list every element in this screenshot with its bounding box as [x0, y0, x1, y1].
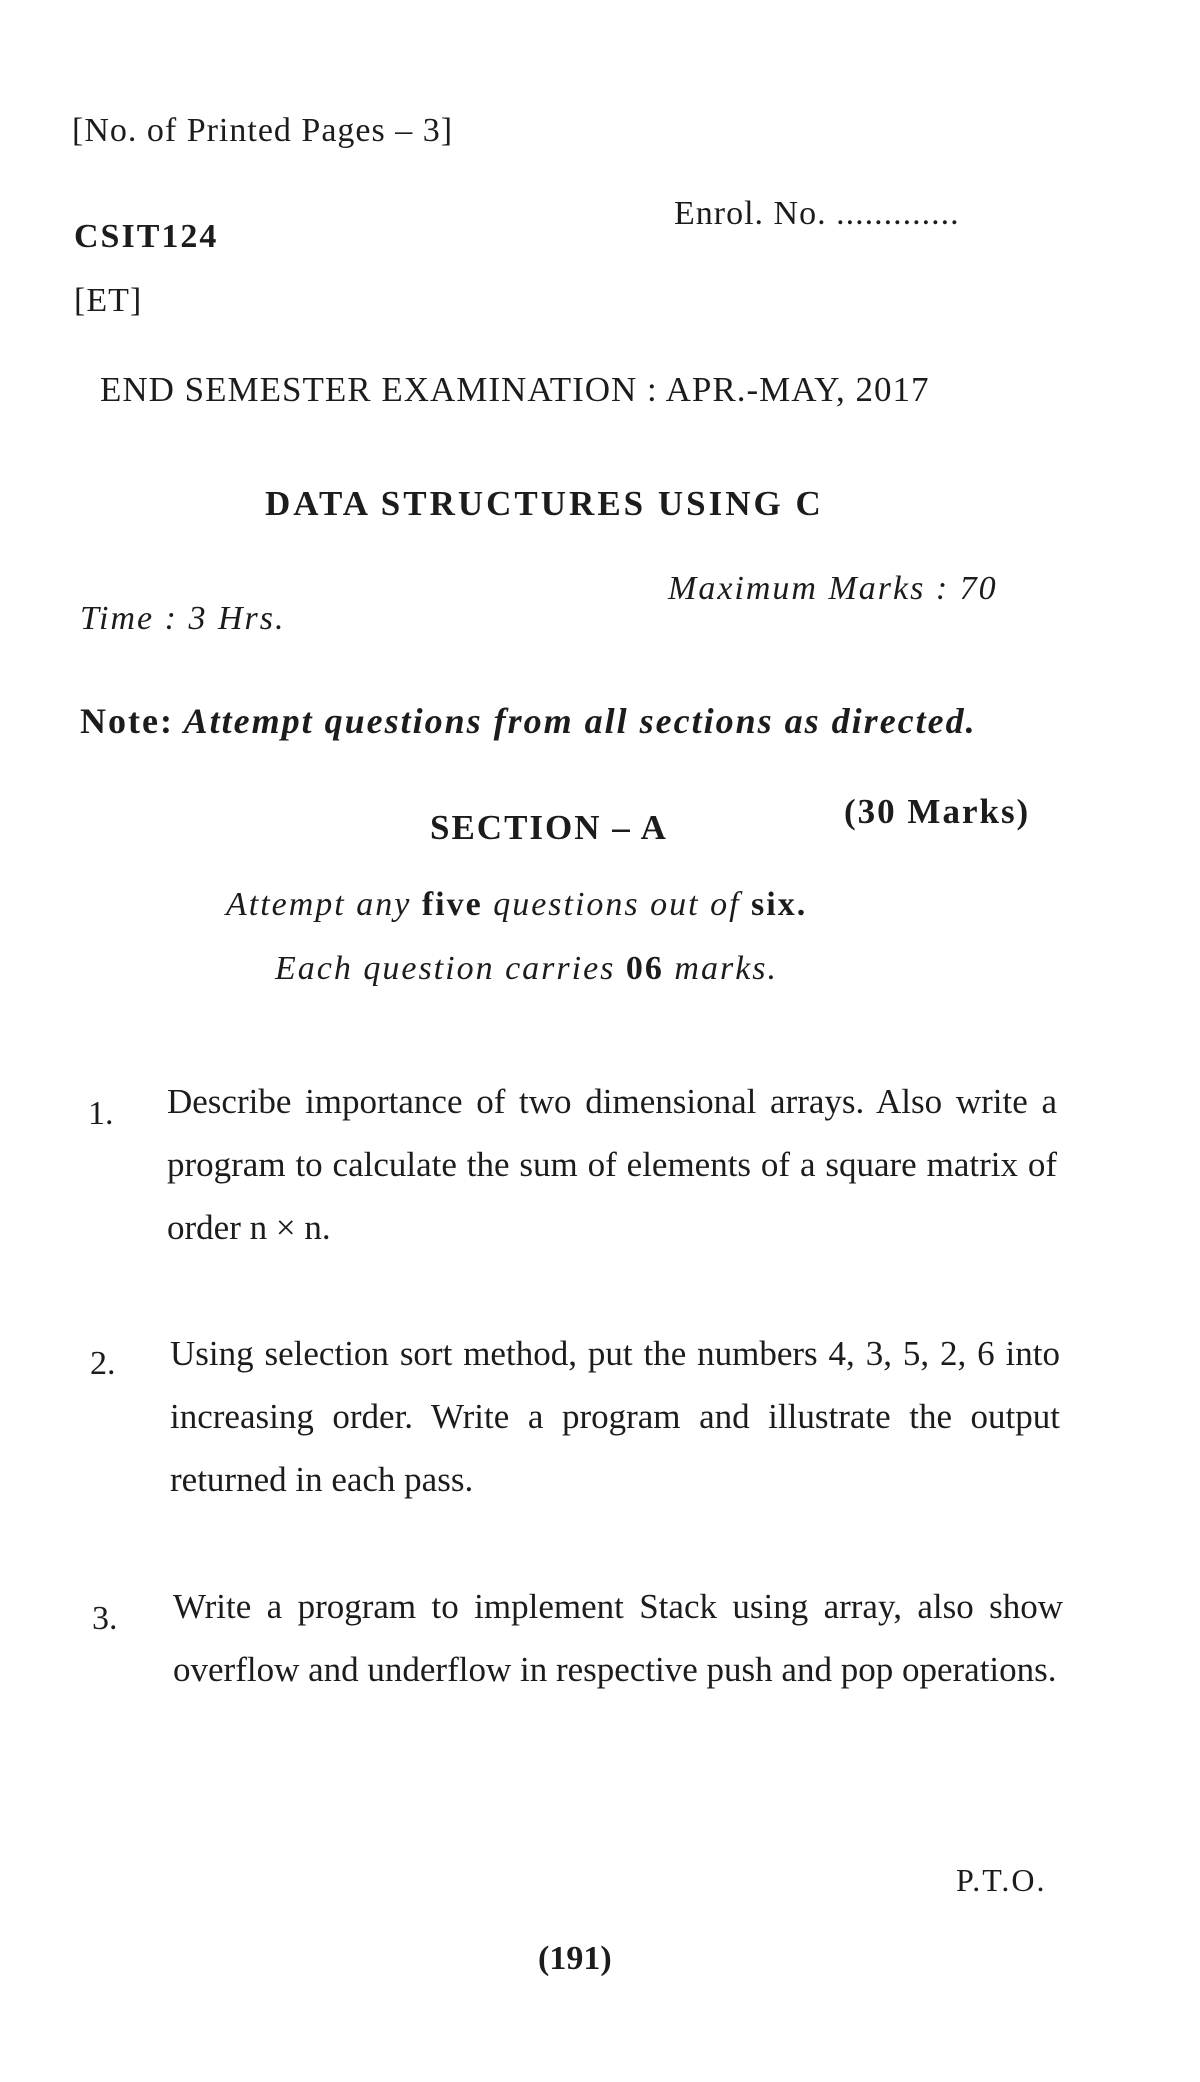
note-label: Note:: [80, 701, 174, 741]
instruction-bold: five: [421, 886, 483, 923]
section-a-instruction-2: [275, 950, 778, 988]
page-number: (191): [538, 1940, 612, 1977]
instruction-text: Attempt any: [226, 886, 422, 923]
question-3-number: 3.: [92, 1600, 118, 1637]
question-1-number: 1.: [88, 1095, 114, 1132]
instruction-bold: six.: [751, 886, 808, 923]
instruction-text: Each question carries: [275, 950, 626, 987]
note-text: Attempt questions from all sections as directed.: [183, 701, 977, 741]
course-code: CSIT124: [74, 218, 219, 255]
question-2-number: 2.: [90, 1345, 116, 1382]
please-turn-over: P.T.O.: [956, 1862, 1047, 1898]
section-a-title: SECTION – A: [430, 808, 668, 847]
question-3-text: Write a program to implement Stack using array, also show overflow and underflow in respective push and pop operations.: [173, 1587, 1063, 1689]
printed-pages-note: [No. of Printed Pages – 3]: [72, 112, 454, 149]
question-1-text: Describe importance of two dimensional arrays. Also write a program to calculate the sum of elements of a square matrix of order n × n.: [167, 1082, 1057, 1247]
instruction-text: marks.: [663, 950, 779, 987]
section-a-marks: (30 Marks): [844, 792, 1031, 831]
maximum-marks: Maximum Marks : 70: [668, 570, 998, 607]
note-line: [80, 700, 977, 742]
subject-title: DATA STRUCTURES USING C: [265, 484, 824, 523]
instruction-bold: 06: [625, 950, 664, 987]
instruction-text: questions out of: [482, 886, 752, 923]
enrol-number-field: Enrol. No. .............: [674, 195, 960, 232]
exam-title: END SEMESTER EXAMINATION : APR.-MAY, 2017: [100, 370, 930, 409]
stream-label: [ET]: [74, 282, 143, 319]
question-2-text: Using selection sort method, put the numbers 4, 3, 5, 2, 6 into increasing order. Write a program and illustrate the output returned in each pass.: [170, 1334, 1060, 1499]
section-a-instruction-1: [226, 886, 807, 924]
exam-time: Time : 3 Hrs.: [80, 600, 286, 637]
